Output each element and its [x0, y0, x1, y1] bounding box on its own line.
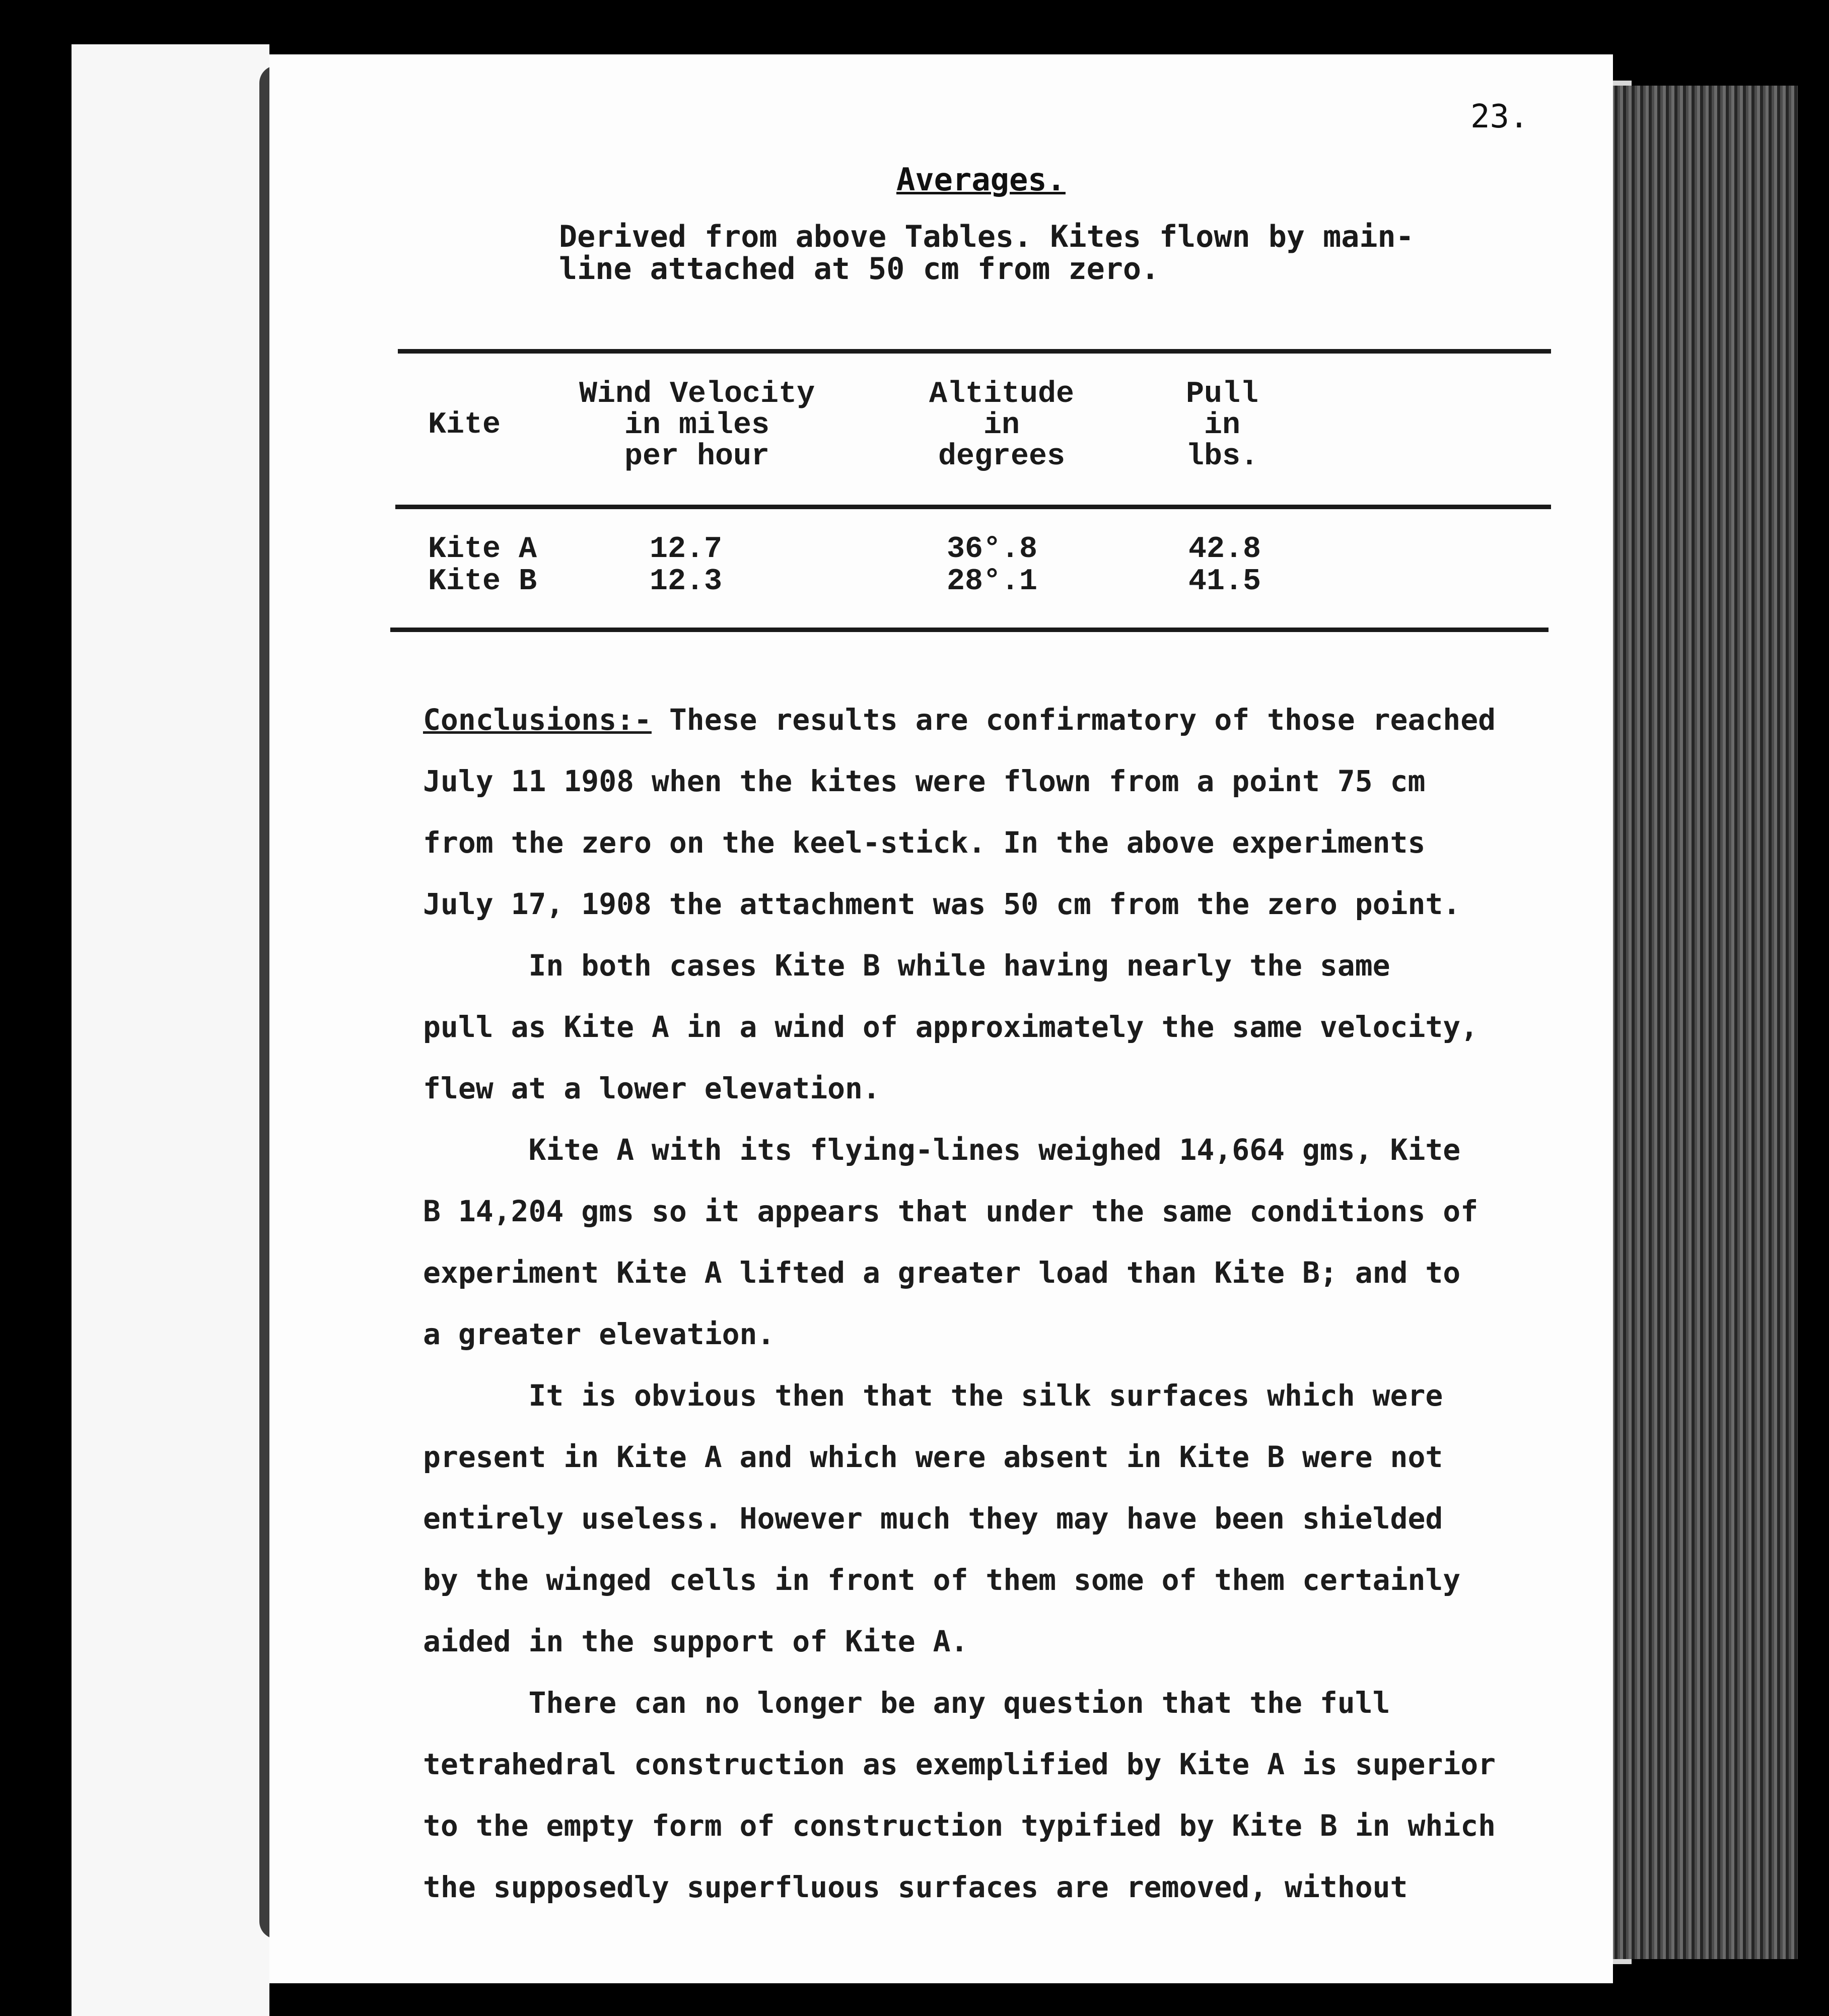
body-line: entirely useless. However much they may have been shielded: [423, 1501, 1443, 1536]
header-pull: Pull in lbs.: [1186, 377, 1259, 474]
body-text: [423, 689, 1551, 1918]
body-line: the supposedly superfluous surfaces are removed, without: [423, 1870, 1408, 1904]
row-altitude: 36°.8: [947, 532, 1038, 567]
body-line: aided in the support of Kite A.: [423, 1624, 968, 1658]
body-line: flew at a lower elevation.: [423, 1071, 880, 1105]
body-line: pull as Kite A in a wind of approximately the same velocity,: [423, 1010, 1479, 1044]
row-kite: Kite B: [428, 565, 537, 599]
body-line: July 17, 1908 the attachment was 50 cm from the zero point.: [423, 887, 1461, 921]
row-wind: 12.7: [650, 532, 723, 567]
body-line: July 11 1908 when the kites were flown from a point 75 cm: [423, 764, 1426, 798]
body-line: [423, 689, 1551, 750]
row-altitude: 28°.1: [947, 565, 1038, 599]
facing-page-margin: [72, 44, 269, 2016]
header-altitude: Altitude in degrees: [929, 377, 1075, 474]
table-header-rule: [395, 505, 1551, 509]
body-line: tetrahedral construction as exemplified by Kite A is superior: [423, 1747, 1496, 1781]
body-line: by the winged cells in front of them some of them certainly: [423, 1563, 1461, 1597]
body-line: experiment Kite A lifted a greater load than Kite B; and to: [423, 1256, 1461, 1290]
body-line: It is obvious then that the silk surfaces which were: [423, 1378, 1443, 1413]
body-line: Kite A with its flying-lines weighed 14,664 gms, Kite: [423, 1133, 1461, 1167]
conclusions-heading: Conclusions:-: [423, 703, 652, 737]
body-line: B 14,204 gms so it appears that under the same conditions of: [423, 1194, 1479, 1228]
row-kite: Kite A: [428, 532, 537, 567]
body-line: There can no longer be any question that the full: [423, 1686, 1390, 1720]
row-pull: 42.8: [1188, 532, 1261, 567]
book-page-edges: [1611, 86, 1798, 1959]
page-title: Averages.: [896, 161, 1066, 198]
page-number: 23.: [1470, 98, 1529, 135]
row-pull: 41.5: [1188, 565, 1261, 599]
body-line-text: These results are confirmatory of those reached: [651, 703, 1496, 737]
body-line: a greater elevation.: [423, 1317, 775, 1351]
body-line: from the zero on the keel-stick. In the above experiments: [423, 825, 1426, 860]
header-kite: Kite: [428, 408, 501, 442]
row-wind: 12.3: [650, 565, 723, 599]
body-line: present in Kite A and which were absent in Kite B were not: [423, 1440, 1443, 1474]
body-line: to the empty form of construction typified by Kite B in which: [423, 1809, 1496, 1843]
table-bottom-rule: [390, 628, 1549, 632]
body-line: In both cases Kite B while having nearly the same: [423, 948, 1390, 983]
table-top-rule: [398, 349, 1551, 354]
header-wind-velocity: Wind Velocity in miles per hour: [579, 377, 815, 474]
intro-text: Derived from above Tables. Kites flown by main- line attached at 50 cm from zero.: [559, 219, 1414, 287]
